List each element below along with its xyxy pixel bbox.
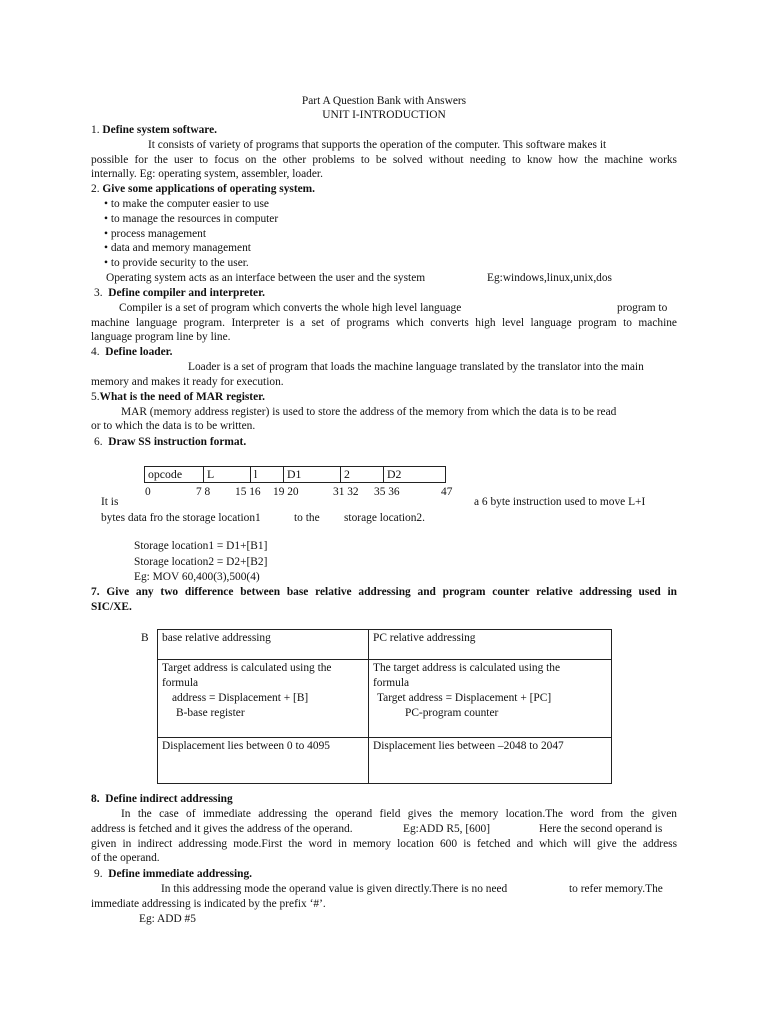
cell-line: The target address is calculated using the <box>373 662 561 674</box>
cell-pc-displacement: Displacement lies between –2048 to 2047 <box>369 738 612 784</box>
q1-line-2: possible for the user to focus on the other problems to be solved without needing to know how the machine works <box>91 154 677 166</box>
bit-pos-0: 0 <box>145 486 151 498</box>
q8-line-2b: Eg:ADD R5, [600] <box>403 823 491 835</box>
cell-line: formula <box>373 677 410 689</box>
ss-field-2: 2 <box>341 467 384 483</box>
ss-format-table <box>144 466 446 483</box>
q4-heading <box>91 345 173 360</box>
q6-storage-1: Storage location1 = D1+[B1] <box>134 540 268 552</box>
q2-bullet-3: • process management <box>104 228 207 240</box>
q8-title: Define indirect addressing <box>105 793 233 805</box>
q3-line-3: language program line by line. <box>91 331 231 343</box>
cell-line: Target address = Displacement + [PC] <box>377 692 552 704</box>
q8-line-3: given in indirect addressing mode.First the word in memory location 600 is fetched and which will give the address <box>91 838 677 850</box>
q6-heading <box>94 435 246 450</box>
q5-title: What is the need of MAR register. <box>99 391 266 403</box>
q7-side-label: B <box>141 632 149 644</box>
bit-pos-7-8: 7 8 <box>196 486 211 498</box>
q9-heading <box>94 867 252 882</box>
unit-title: UNIT I-INTRODUCTION <box>322 109 446 121</box>
cell-line: formula <box>162 677 199 689</box>
q2-note: Operating system acts as an interface between the user and the system <box>106 272 426 284</box>
q7-title-line-1 <box>91 585 677 600</box>
comparison-table <box>157 629 612 784</box>
q8-heading <box>91 792 233 807</box>
q8-number: 8. <box>91 793 100 805</box>
table-row <box>158 660 612 738</box>
q6-desc-1: a 6 byte instruction used to move L+I <box>474 496 646 508</box>
q6-desc-2-end: storage location2. <box>344 512 425 524</box>
q6-desc-2-mid: to the <box>294 512 320 524</box>
q7-title-line-2: SIC/XE. <box>91 601 132 613</box>
q8-line-2c: Here the second operand is <box>539 823 663 835</box>
bit-pos-15-16: 15 16 <box>235 486 261 498</box>
bit-pos-35-36: 35 36 <box>374 486 400 498</box>
q6-number: 6. <box>94 436 103 448</box>
q9-title: Define immediate addressing. <box>108 868 252 880</box>
cell-line: Target address is calculated using the <box>162 662 332 674</box>
bit-pos-19-20: 19 20 <box>273 486 299 498</box>
q2-title: Give some applications of operating system. <box>102 183 316 195</box>
q5-number: 5. <box>91 391 100 403</box>
q8-line-1: In the case of immediate addressing the operand field gives the memory location.The word from the given <box>121 808 677 820</box>
ss-field-d1: D1 <box>284 467 341 483</box>
q6-title: Draw SS instruction format. <box>108 436 247 448</box>
q2-heading <box>91 182 315 197</box>
q6-storage-2: Storage location2 = D2+[B2] <box>134 556 268 568</box>
q8-line-2a: address is fetched and it gives the address of the operand. <box>91 823 353 835</box>
q2-bullet-5: • to provide security to the user. <box>104 257 249 269</box>
q9-line-1a: In this addressing mode the operand value is given directly.There is no need <box>161 883 508 895</box>
q5-line-1: MAR (memory address register) is used to store the address of the memory from which the data is to be read <box>121 406 617 418</box>
cell-pc-target-address <box>369 660 612 738</box>
q9-example: Eg: ADD #5 <box>139 913 196 925</box>
cell-line: address = Displacement + [B] <box>172 692 309 704</box>
q3-number: 3. <box>94 287 103 299</box>
q4-title: Define loader. <box>105 346 173 358</box>
q1-line-1: It consists of variety of programs that supports the operation of the computer. This software makes it <box>148 139 607 151</box>
q3-line-1-end: program to <box>617 302 668 314</box>
q4-number: 4. <box>91 346 100 358</box>
q3-title: Define compiler and interpreter. <box>108 287 265 299</box>
ss-field-d2: D2 <box>384 467 446 483</box>
q1-line-3: internally. Eg: operating system, assembler, loader. <box>91 168 323 180</box>
q5-line-2: or to which the data is to be written. <box>91 420 256 432</box>
q6-desc-2: bytes data fro the storage location1 <box>101 512 261 524</box>
q3-heading <box>94 286 265 301</box>
q9-number: 9. <box>94 868 103 880</box>
q2-bullet-1: • to make the computer easier to use <box>104 198 269 210</box>
cell-base-displacement: Displacement lies between 0 to 4095 <box>158 738 369 784</box>
q2-bullet-4: • data and memory management <box>104 242 251 254</box>
ss-field-l: L <box>204 467 251 483</box>
table-row <box>158 738 612 784</box>
q4-line-1: Loader is a set of program that loads the machine language translated by the translator into the main <box>188 361 644 373</box>
bit-pos-31-32: 31 32 <box>333 486 359 498</box>
header-base-relative: base relative addressing <box>158 630 369 660</box>
q9-line-1b: to refer memory.The <box>569 883 663 895</box>
q2-example: Eg:windows,linux,unix,dos <box>487 272 612 284</box>
q5-heading <box>91 390 265 405</box>
ss-field-opcode: opcode <box>145 467 204 483</box>
cell-line: PC-program counter <box>405 707 499 719</box>
q6-it-is: It is <box>101 496 119 508</box>
cell-line: B-base register <box>176 707 245 719</box>
q1-heading <box>91 123 217 138</box>
header-pc-relative: PC relative addressing <box>369 630 612 660</box>
q3-line-2: machine language program. Interpreter is a set of programs which converts high level language program to machine <box>91 317 677 329</box>
doc-title: Part A Question Bank with Answers <box>301 95 467 107</box>
q7-number: 7. <box>91 586 100 598</box>
q4-line-2: memory and makes it ready for execution. <box>91 376 284 388</box>
q8-line-4: of the operand. <box>91 852 160 864</box>
q3-line-1: Compiler is a set of program which converts the whole high level language <box>119 302 462 314</box>
bit-pos-47: 47 <box>441 486 453 498</box>
q2-number: 2. <box>91 183 100 195</box>
ss-field-l1: l <box>251 467 284 483</box>
q7-title-1: Give any two difference between base relative addressing and program counter relative addressing used in <box>106 586 677 598</box>
q1-number: 1. <box>91 124 100 136</box>
table-row <box>158 630 612 660</box>
q9-line-2: immediate addressing is indicated by the prefix ‘#’. <box>91 898 326 910</box>
cell-base-target-address <box>158 660 369 738</box>
q1-title: Define system software. <box>102 124 218 136</box>
q2-bullet-2: • to manage the resources in computer <box>104 213 279 225</box>
q6-example: Eg: MOV 60,400(3),500(4) <box>134 571 260 583</box>
